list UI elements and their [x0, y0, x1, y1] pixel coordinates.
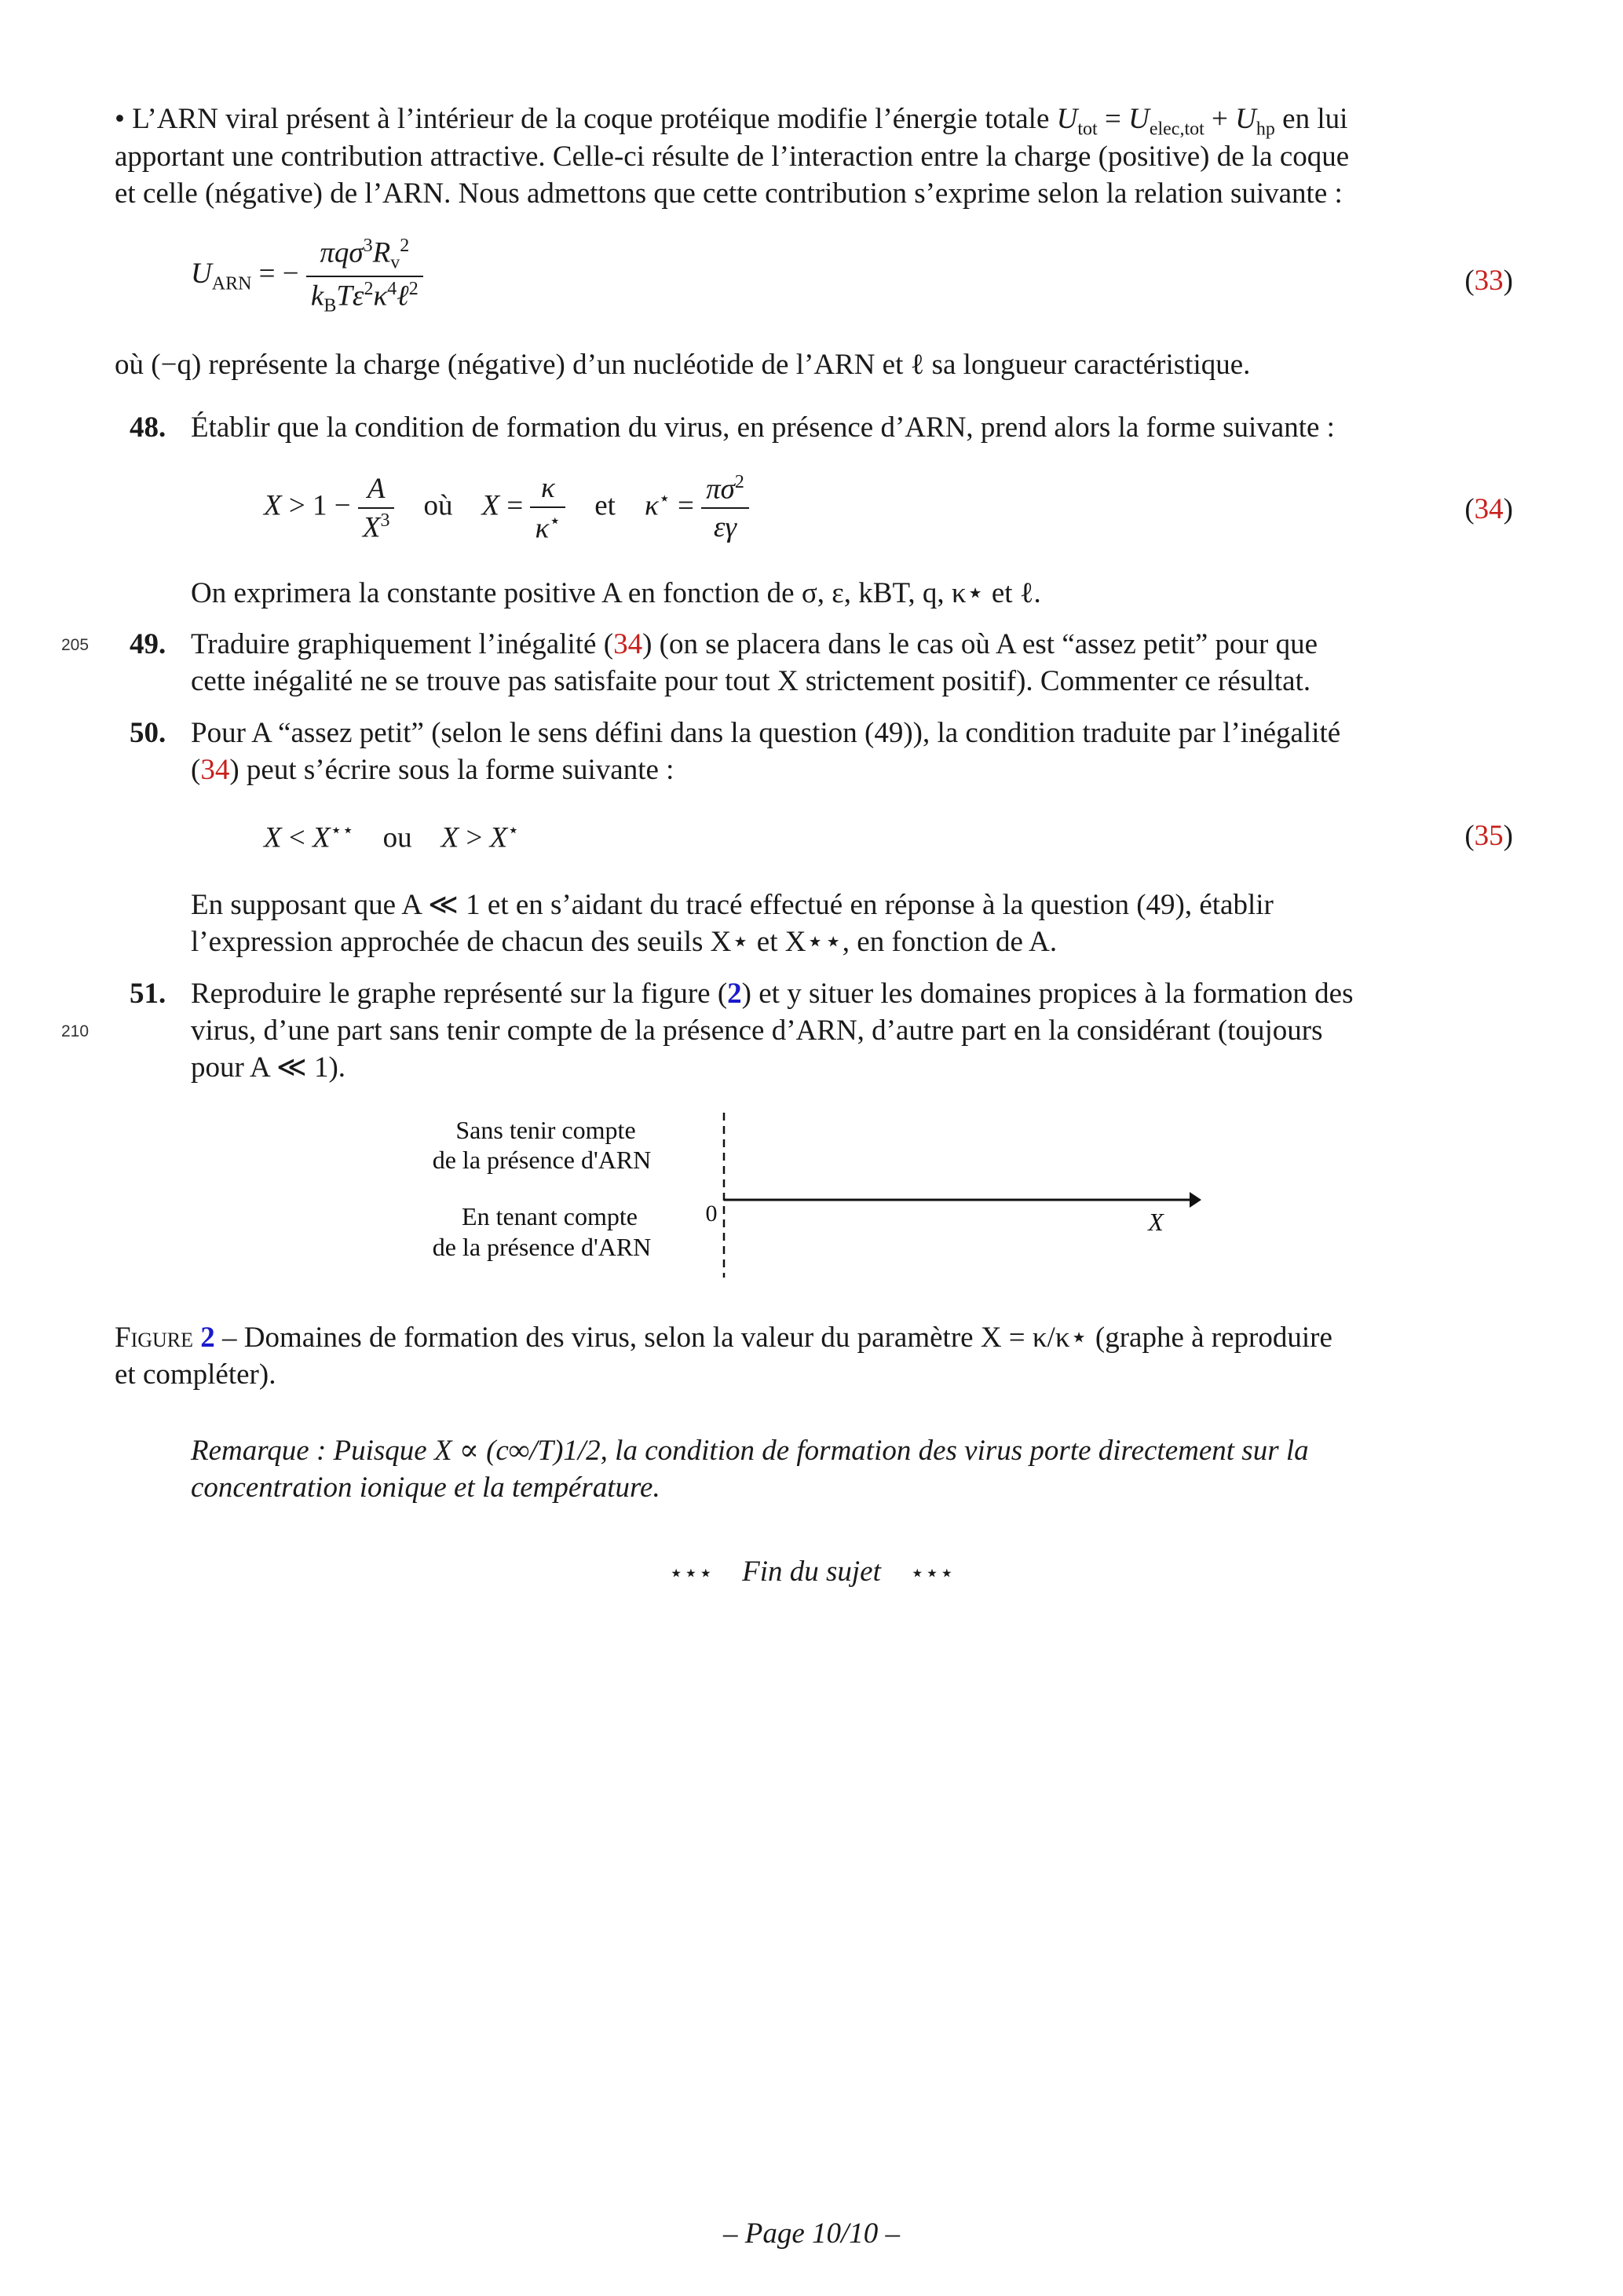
question-48-followup: On exprimera la constante positive A en fonction de σ, ε, kBT, q, κ⋆ et ℓ.: [191, 577, 1041, 609]
question-48-text: Établir que la condition de formation du virus, en présence d’ARN, prend alors la forme suivante :: [191, 411, 1335, 444]
remark-line-2: concentration ionique et la température.: [191, 1472, 660, 1504]
label-with-arn-2: de la présence d'ARN: [432, 1233, 652, 1261]
question-50-line-2: (34) peut s’écrire sous la forme suivante :: [191, 754, 674, 786]
equation-34-number: (34): [1464, 493, 1513, 525]
equation-34: X > 1 − $\frac{A}{X^3}$ où X = $\frac{\kappa}{\kappa^⋆}$ et κ⋆ = $\frac{\pi\sigma^2}{\varepsilon\gamma}$: [264, 471, 749, 545]
question-51-line-3: pour A ≪ 1).: [191, 1051, 346, 1084]
end-of-subject: ⋆⋆⋆ Fin du sujet ⋆⋆⋆: [668, 1556, 955, 1588]
intro-line-3: et celle (négative) de l’ARN. Nous admettons que cette contribution s’exprime selon la relation suivante :: [115, 177, 1343, 210]
question-49-number: 49.: [130, 628, 166, 660]
question-50-followup-2: l’expression approchée de chacun des seuils X⋆ et X⋆⋆, en fonction de A.: [191, 926, 1058, 958]
equation-35: X < X⋆⋆ ou X > X⋆: [264, 821, 520, 854]
figure-2-diagram: [416, 1111, 1201, 1284]
label-with-arn-1: En tenant compte: [462, 1202, 638, 1230]
question-49-line-1: Traduire graphiquement l’inégalité (34) (on se placera dans le cas où A est “assez petit” pour que: [191, 628, 1318, 660]
line-number-210: 210: [61, 1022, 90, 1040]
axis-label: X: [1148, 1208, 1164, 1236]
equation-33-number: (33): [1464, 265, 1513, 297]
line-number-205: 205: [61, 636, 90, 654]
label-without-arn-2: de la présence d'ARN: [432, 1146, 652, 1174]
intro-line-2: apportant une contribution attractive. Celle-ci résulte de l’interaction entre la charge (positive) de la coque: [115, 141, 1350, 173]
figure-2-caption-line-2: et compléter).: [115, 1358, 276, 1391]
x-axis-arrow-icon: [1190, 1192, 1201, 1208]
bullet: •: [115, 103, 125, 135]
equation-33: $U_{ARN}$ = − $\frac{\pi q\sigma^3R_v^2}{k_BT\varepsilon^2\kappa^4\ell^2}$: [191, 236, 423, 316]
intro-line-1: • L’ARN viral présent à l’intérieur de la coque protéique modifie l’énergie totale $U_{tot} = U_{elec,tot} + U_{hp}$ en lui: [115, 103, 1348, 140]
question-51-number: 51.: [130, 978, 166, 1010]
caption-figure-number: 2: [200, 1322, 215, 1354]
page-footer: – Page 10/10 –: [722, 2217, 901, 2250]
equation-35-number: (35): [1464, 820, 1513, 852]
label-without-arn-1: Sans tenir compte: [455, 1116, 636, 1144]
question-48-number: 48.: [130, 411, 166, 444]
question-50-number: 50.: [130, 717, 166, 749]
after-equation-33: où (−q) représente la charge (négative) d’un nucléotide de l’ARN et ℓ sa longueur caractéristique.: [115, 349, 1251, 381]
origin-label: 0: [705, 1201, 718, 1227]
reference-34-b[interactable]: 34: [200, 754, 230, 786]
figure-2-caption-line-1: Figure 2 – Domaines de formation des virus, selon la valeur du paramètre X = κ/κ⋆ (graphe à reproduire: [115, 1322, 1332, 1354]
question-51-line-2: virus, d’une part sans tenir compte de la présence d’ARN, d’autre part en la considérant (toujours: [191, 1015, 1323, 1047]
question-50-followup-1: En supposant que A ≪ 1 et en s’aidant du tracé effectué en réponse à la question (49), établir: [191, 889, 1274, 921]
question-50-line-1: Pour A “assez petit” (selon le sens défini dans la question (49)), la condition traduite par l’inégalité: [191, 717, 1341, 749]
remark-line-1: Remarque : Puisque X ∝ (c∞/T)1/2, la condition de formation des virus porte directement sur la: [191, 1435, 1309, 1467]
question-49-line-2: cette inégalité ne se trouve pas satisfaite pour tout X strictement positif). Commenter ce résultat.: [191, 665, 1311, 697]
reference-34[interactable]: 34: [613, 628, 643, 660]
reference-figure-2[interactable]: 2: [727, 978, 742, 1010]
question-51-line-1: Reproduire le graphe représenté sur la figure (2) et y situer les domaines propices à la formation des: [191, 978, 1354, 1010]
